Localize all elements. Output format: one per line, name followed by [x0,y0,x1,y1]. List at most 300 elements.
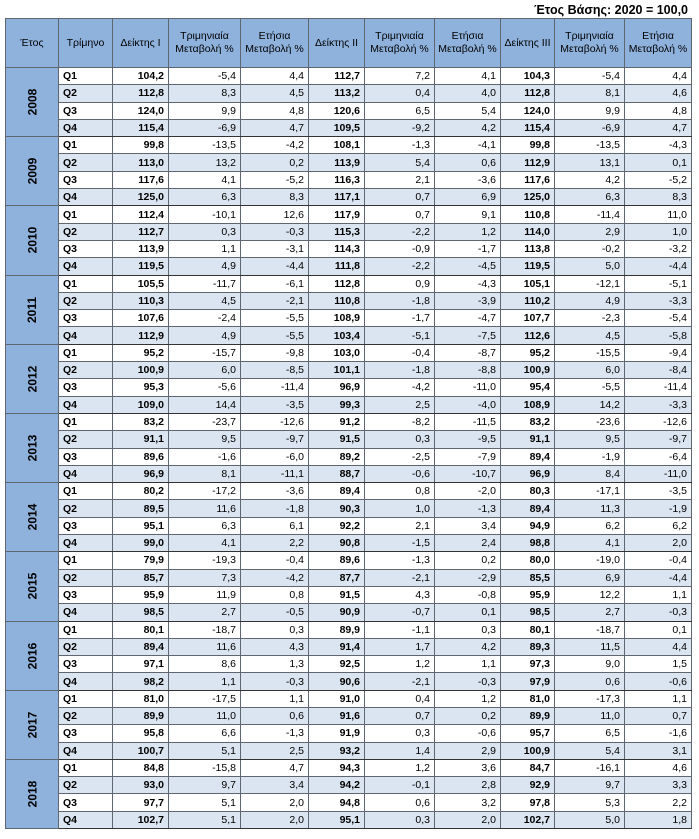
index-1-cell: 98,5 [113,604,169,621]
quarterly-change-3-cell: -19,0 [555,552,625,569]
quarter-cell: Q4 [59,396,113,413]
index-3-cell: 94,9 [501,517,555,534]
col-header-quarterly-change-2: Τριμηνιαία Μεταβολή % [365,19,435,68]
index-1-cell: 115,4 [113,119,169,136]
table-row [6,189,692,206]
index-1-cell: 124,0 [113,102,169,119]
table-row [6,673,692,690]
quarterly-change-3-cell: 4,5 [555,327,625,344]
quarter-cell: Q4 [59,327,113,344]
col-header-index-2: Δείκτης II [309,19,365,68]
table-row [6,517,692,534]
annual-change-1-cell: -9,7 [241,431,309,448]
annual-change-1-cell: -1,8 [241,500,309,517]
index-3-cell: 80,0 [501,552,555,569]
annual-change-2-cell: 2,4 [435,535,501,552]
index-3-cell: 84,7 [501,759,555,776]
quarterly-change-3-cell: 9,0 [555,656,625,673]
annual-change-3-cell: 0,1 [625,621,692,638]
annual-change-2-cell: 0,6 [435,154,501,171]
annual-change-2-cell: 0,1 [435,604,501,621]
year-cell [6,759,59,828]
quarterly-change-3-cell: -17,1 [555,483,625,500]
table-row [6,811,692,828]
annual-change-3-cell: -11,4 [625,379,692,396]
quarterly-change-1-cell: 9,7 [169,777,241,794]
quarterly-change-1-cell: 1,1 [169,240,241,257]
quarter-cell: Q2 [59,292,113,309]
quarter-cell: Q2 [59,154,113,171]
annual-change-1-cell: 4,8 [241,102,309,119]
quarterly-change-2-cell: -2,2 [365,258,435,275]
quarterly-change-3-cell: -0,2 [555,240,625,257]
index-3-cell: 95,4 [501,379,555,396]
index-3-cell: 98,8 [501,535,555,552]
annual-change-1-cell: -0,3 [241,673,309,690]
annual-change-2-cell: 2,9 [435,742,501,759]
table-row [6,396,692,413]
quarterly-change-3-cell: 8,1 [555,85,625,102]
annual-change-3-cell: -0,3 [625,604,692,621]
annual-change-3-cell: -1,6 [625,725,692,742]
annual-change-1-cell: 0,3 [241,621,309,638]
quarter-cell: Q2 [59,362,113,379]
quarterly-change-1-cell: 8,1 [169,465,241,482]
index-3-cell: 95,9 [501,586,555,603]
table-row [6,535,692,552]
index-1-cell: 112,7 [113,223,169,240]
index-1-cell: 81,0 [113,690,169,707]
table-body [6,68,692,829]
annual-change-1-cell: 4,7 [241,759,309,776]
table-row [6,448,692,465]
annual-change-2-cell: -4,0 [435,396,501,413]
quarterly-change-1-cell: 11,0 [169,707,241,724]
index-3-cell: 110,2 [501,292,555,309]
index-1-cell: 93,0 [113,777,169,794]
quarterly-change-3-cell: -23,6 [555,413,625,430]
annual-change-1-cell: -1,3 [241,725,309,742]
index-2-cell: 91,6 [309,707,365,724]
index-1-cell: 95,8 [113,725,169,742]
quarter-cell: Q2 [59,777,113,794]
annual-change-1-cell: -3,6 [241,483,309,500]
quarterly-change-2-cell: -1,8 [365,362,435,379]
index-3-cell: 91,1 [501,431,555,448]
quarter-cell: Q3 [59,102,113,119]
year-label: 2016 [24,642,39,669]
annual-change-3-cell: -4,4 [625,258,692,275]
index-1-cell: 110,3 [113,292,169,309]
index-2-cell: 95,1 [309,811,365,828]
annual-change-3-cell: 3,3 [625,777,692,794]
annual-change-1-cell: 6,1 [241,517,309,534]
table-row [6,275,692,292]
year-label: 2018 [24,780,39,808]
col-header-quarter: Τρίμηνο [59,19,113,68]
quarterly-change-2-cell: 1,4 [365,742,435,759]
quarter-cell: Q1 [59,137,113,154]
quarterly-change-2-cell: 0,4 [365,690,435,707]
annual-change-2-cell: -7,9 [435,448,501,465]
index-1-cell: 96,9 [113,465,169,482]
index-3-cell: 96,9 [501,465,555,482]
quarterly-change-2-cell: 0,3 [365,811,435,828]
quarterly-change-3-cell: -11,4 [555,206,625,223]
annual-change-2-cell: -10,7 [435,465,501,482]
base-year-note: Έτος Βάσης: 2020 = 100,0 [534,3,688,17]
year-label: 2008 [24,88,39,116]
quarterly-change-1-cell: 6,6 [169,725,241,742]
annual-change-3-cell: 1,1 [625,690,692,707]
quarterly-change-1-cell: -17,2 [169,483,241,500]
quarterly-change-1-cell: 13,2 [169,154,241,171]
annual-change-1-cell: 2,0 [241,811,309,828]
annual-change-1-cell: -6,0 [241,448,309,465]
quarterly-change-3-cell: 6,5 [555,725,625,742]
annual-change-1-cell: -5,5 [241,327,309,344]
index-1-cell: 89,4 [113,638,169,655]
index-1-cell: 99,8 [113,137,169,154]
index-2-cell: 90,6 [309,673,365,690]
index-2-cell: 99,3 [309,396,365,413]
quarterly-change-3-cell: 6,9 [555,569,625,586]
annual-change-2-cell: -0,8 [435,586,501,603]
annual-change-2-cell: 6,9 [435,189,501,206]
quarterly-change-2-cell: -2,5 [365,448,435,465]
index-3-cell: 114,0 [501,223,555,240]
quarterly-change-2-cell: 0,3 [365,431,435,448]
annual-change-1-cell: -5,2 [241,171,309,188]
annual-change-3-cell: 4,6 [625,85,692,102]
col-header-annual-change-2: Ετήσια Μεταβολή % [435,19,501,68]
annual-change-3-cell: 11,0 [625,206,692,223]
table-row [6,344,692,361]
quarterly-change-2-cell: 0,7 [365,707,435,724]
annual-change-2-cell: -4,7 [435,310,501,327]
annual-change-3-cell: 4,7 [625,119,692,136]
annual-change-3-cell: -6,4 [625,448,692,465]
annual-change-1-cell: 12,6 [241,206,309,223]
table-row [6,171,692,188]
index-2-cell: 115,3 [309,223,365,240]
annual-change-2-cell: -3,6 [435,171,501,188]
quarterly-change-3-cell: -5,4 [555,68,625,85]
quarter-cell: Q3 [59,310,113,327]
quarterly-change-1-cell: -11,7 [169,275,241,292]
quarterly-change-3-cell: 5,4 [555,742,625,759]
annual-change-3-cell: 0,7 [625,707,692,724]
annual-change-3-cell: 3,1 [625,742,692,759]
annual-change-3-cell: 4,4 [625,68,692,85]
annual-change-1-cell: -4,4 [241,258,309,275]
index-table [5,18,692,829]
quarter-cell: Q1 [59,552,113,569]
quarter-cell: Q3 [59,517,113,534]
col-header-year: Έτος [6,19,59,68]
index-3-cell: 112,8 [501,85,555,102]
annual-change-3-cell: -5,4 [625,310,692,327]
index-3-cell: 92,9 [501,777,555,794]
quarter-cell: Q4 [59,535,113,552]
col-header-index-3: Δείκτης III [501,19,555,68]
index-3-cell: 100,9 [501,742,555,759]
header-row [6,19,692,68]
quarterly-change-1-cell: 4,9 [169,258,241,275]
quarterly-change-3-cell: -1,9 [555,448,625,465]
quarterly-change-1-cell: -1,6 [169,448,241,465]
quarterly-change-1-cell: 4,9 [169,327,241,344]
index-3-cell: 108,9 [501,396,555,413]
index-1-cell: 89,5 [113,500,169,517]
col-header-annual-change-1: Ετήσια Μεταβολή % [241,19,309,68]
index-3-cell: 81,0 [501,690,555,707]
quarterly-change-1-cell: 6,0 [169,362,241,379]
annual-change-3-cell: -9,7 [625,431,692,448]
annual-change-2-cell: 2,8 [435,777,501,794]
annual-change-1-cell: -0,4 [241,552,309,569]
index-1-cell: 95,9 [113,586,169,603]
quarter-cell: Q4 [59,189,113,206]
quarterly-change-2-cell: 5,4 [365,154,435,171]
index-1-cell: 105,5 [113,275,169,292]
index-3-cell: 110,8 [501,206,555,223]
quarterly-change-1-cell: 0,3 [169,223,241,240]
quarterly-change-1-cell: 11,9 [169,586,241,603]
table-row [6,68,692,85]
index-3-cell: 83,2 [501,413,555,430]
quarterly-change-2-cell: -2,1 [365,569,435,586]
annual-change-2-cell: -4,5 [435,258,501,275]
annual-change-3-cell: 1,5 [625,656,692,673]
annual-change-2-cell: -8,8 [435,362,501,379]
quarterly-change-2-cell: 7,2 [365,68,435,85]
quarterly-change-1-cell: 5,1 [169,794,241,811]
index-3-cell: 125,0 [501,189,555,206]
year-cell [6,552,59,621]
index-3-cell: 95,7 [501,725,555,742]
annual-change-1-cell: 2,5 [241,742,309,759]
quarterly-change-1-cell: 8,3 [169,85,241,102]
quarter-cell: Q4 [59,811,113,828]
quarterly-change-1-cell: 4,5 [169,292,241,309]
quarterly-change-3-cell: 4,1 [555,535,625,552]
annual-change-1-cell: -6,1 [241,275,309,292]
index-2-cell: 93,2 [309,742,365,759]
index-1-cell: 85,7 [113,569,169,586]
annual-change-3-cell: 4,6 [625,759,692,776]
quarter-cell: Q2 [59,223,113,240]
annual-change-1-cell: 8,3 [241,189,309,206]
index-2-cell: 94,2 [309,777,365,794]
index-3-cell: 80,3 [501,483,555,500]
index-2-cell: 87,7 [309,569,365,586]
index-3-cell: 112,9 [501,154,555,171]
index-2-cell: 91,5 [309,431,365,448]
quarterly-change-3-cell: -12,1 [555,275,625,292]
annual-change-3-cell: 8,3 [625,189,692,206]
quarterly-change-3-cell: -2,3 [555,310,625,327]
table-row [6,500,692,517]
index-2-cell: 91,9 [309,725,365,742]
index-1-cell: 112,8 [113,85,169,102]
annual-change-3-cell: -5,1 [625,275,692,292]
annual-change-3-cell: 4,4 [625,638,692,655]
table-row [6,656,692,673]
table-row [6,206,692,223]
quarterly-change-2-cell: 0,7 [365,189,435,206]
quarterly-change-1-cell: 8,6 [169,656,241,673]
index-2-cell: 108,1 [309,137,365,154]
annual-change-2-cell: -1,3 [435,500,501,517]
index-1-cell: 112,4 [113,206,169,223]
quarterly-change-2-cell: -0,9 [365,240,435,257]
quarter-cell: Q1 [59,275,113,292]
annual-change-3-cell: -5,8 [625,327,692,344]
quarterly-change-1-cell: 1,1 [169,673,241,690]
index-3-cell: 85,5 [501,569,555,586]
index-1-cell: 89,6 [113,448,169,465]
table-row [6,223,692,240]
index-3-cell: 113,8 [501,240,555,257]
table-row [6,85,692,102]
table-row [6,327,692,344]
table-row [6,586,692,603]
index-1-cell: 125,0 [113,189,169,206]
quarterly-change-2-cell: -1,7 [365,310,435,327]
annual-change-2-cell: -3,9 [435,292,501,309]
quarterly-change-3-cell: 5,0 [555,258,625,275]
quarterly-change-3-cell: 13,1 [555,154,625,171]
index-3-cell: 98,5 [501,604,555,621]
index-2-cell: 89,2 [309,448,365,465]
year-label: 2013 [24,434,39,462]
index-2-cell: 114,3 [309,240,365,257]
quarterly-change-2-cell: 1,7 [365,638,435,655]
quarterly-change-1-cell: 2,7 [169,604,241,621]
index-2-cell: 112,8 [309,275,365,292]
quarterly-change-2-cell: -1,8 [365,292,435,309]
quarterly-change-3-cell: -18,7 [555,621,625,638]
index-2-cell: 117,9 [309,206,365,223]
index-3-cell: 105,1 [501,275,555,292]
quarterly-change-1-cell: 9,5 [169,431,241,448]
annual-change-3-cell: 4,8 [625,102,692,119]
quarter-cell: Q3 [59,586,113,603]
year-cell [6,137,59,206]
quarterly-change-1-cell: -19,3 [169,552,241,569]
quarter-cell: Q2 [59,431,113,448]
table-row [6,794,692,811]
table-row [6,154,692,171]
annual-change-2-cell: -0,6 [435,725,501,742]
quarterly-change-1-cell: -10,1 [169,206,241,223]
annual-change-1-cell: -4,2 [241,569,309,586]
quarterly-change-2-cell: 2,5 [365,396,435,413]
quarterly-change-3-cell: -17,3 [555,690,625,707]
annual-change-3-cell: 1,8 [625,811,692,828]
index-3-cell: 89,3 [501,638,555,655]
quarterly-change-1-cell: 6,3 [169,517,241,534]
table-row [6,362,692,379]
index-2-cell: 116,3 [309,171,365,188]
index-3-cell: 99,8 [501,137,555,154]
quarterly-change-1-cell: 5,1 [169,742,241,759]
table-row [6,137,692,154]
year-label: 2015 [24,573,39,600]
annual-change-1-cell: -5,5 [241,310,309,327]
quarter-cell: Q1 [59,413,113,430]
annual-change-2-cell: -11,5 [435,413,501,430]
quarterly-change-1-cell: 11,6 [169,500,241,517]
index-1-cell: 95,3 [113,379,169,396]
annual-change-2-cell: -2,9 [435,569,501,586]
quarterly-change-2-cell: 4,3 [365,586,435,603]
index-2-cell: 92,5 [309,656,365,673]
index-3-cell: 95,2 [501,344,555,361]
annual-change-3-cell: 1,0 [625,223,692,240]
index-3-cell: 117,6 [501,171,555,188]
quarterly-change-3-cell: -6,9 [555,119,625,136]
annual-change-2-cell: -1,7 [435,240,501,257]
annual-change-1-cell: 3,4 [241,777,309,794]
year-cell [6,68,59,137]
index-3-cell: 124,0 [501,102,555,119]
quarter-cell: Q1 [59,344,113,361]
index-2-cell: 96,9 [309,379,365,396]
annual-change-1-cell: -4,2 [241,137,309,154]
col-header-index-1: Δείκτης I [113,19,169,68]
col-header-quarterly-change-1: Τριμηνιαία Μεταβολή % [169,19,241,68]
quarterly-change-3-cell: 6,2 [555,517,625,534]
quarterly-change-1-cell: 4,1 [169,171,241,188]
index-2-cell: 88,7 [309,465,365,482]
table-row [6,552,692,569]
quarterly-change-3-cell: 6,0 [555,362,625,379]
quarterly-change-2-cell: 6,5 [365,102,435,119]
quarter-cell: Q4 [59,742,113,759]
index-3-cell: 100,9 [501,362,555,379]
index-1-cell: 79,9 [113,552,169,569]
table-row [6,621,692,638]
table-row [6,379,692,396]
quarter-cell: Q1 [59,68,113,85]
quarterly-change-2-cell: 0,6 [365,794,435,811]
annual-change-1-cell: -8,5 [241,362,309,379]
annual-change-1-cell: -11,1 [241,465,309,482]
annual-change-3-cell: -0,6 [625,673,692,690]
annual-change-3-cell: -8,4 [625,362,692,379]
quarterly-change-2-cell: -2,1 [365,673,435,690]
index-2-cell: 111,8 [309,258,365,275]
index-3-cell: 89,4 [501,500,555,517]
annual-change-2-cell: 4,1 [435,68,501,85]
year-cell [6,690,59,759]
annual-change-3-cell: -11,0 [625,465,692,482]
annual-change-3-cell: 1,1 [625,586,692,603]
quarterly-change-2-cell: 0,9 [365,275,435,292]
annual-change-3-cell: -4,3 [625,137,692,154]
annual-change-1-cell: 0,6 [241,707,309,724]
quarterly-change-1-cell: 11,6 [169,638,241,655]
table-row [6,292,692,309]
quarter-cell: Q3 [59,656,113,673]
index-1-cell: 91,1 [113,431,169,448]
year-cell [6,621,59,690]
index-3-cell: 107,7 [501,310,555,327]
quarterly-change-1-cell: -2,4 [169,310,241,327]
table-row [6,604,692,621]
